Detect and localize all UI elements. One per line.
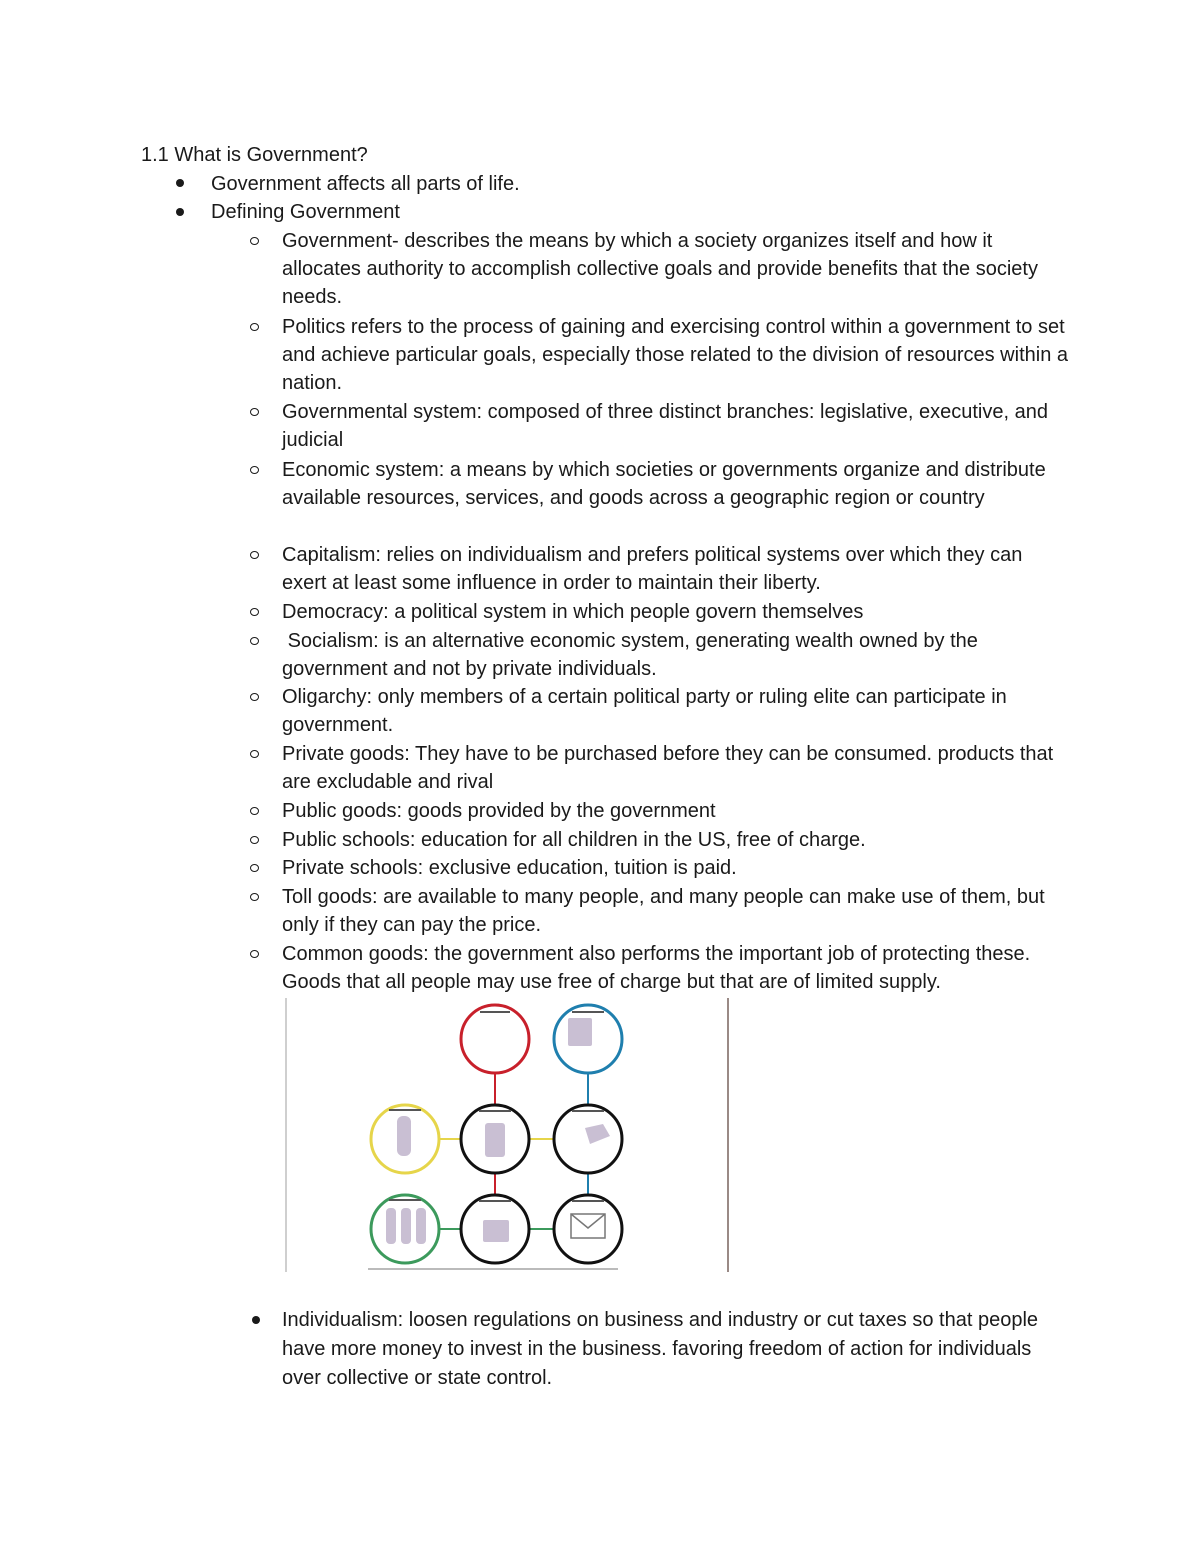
list-item: Private schools: exclusive education, tuition is paid. [282,857,737,879]
bullet-ring [250,836,259,844]
bullet-ring [250,807,259,815]
list-item: Individualism: loosen regulations on business and industry or cut taxes so that people have more money to invest in the business. favoring freedom of action for individuals over collective or state control. [282,1309,1039,1389]
bullet-ring [250,693,259,701]
list-item: Socialism: is an alternative economic system, generating wealth owned by the government and not by private individuals. [282,630,984,680]
diagram-circle-common-goods [554,1105,622,1173]
list-item: Government affects all parts of life. [211,173,520,195]
diagram-circle-excludable [461,1005,529,1073]
bullet-dot [252,1316,260,1324]
list-item: Capitalism: relies on individualism and prefers political systems over which they can exert at least some influence in order to maintain their liberty. [282,544,1023,594]
goods-diagram-image [285,998,731,1272]
list-item: Public goods: goods provided by the government [282,800,716,822]
bullet-ring [250,637,259,645]
list-item: Economic system: a means by which societies or governments organize and distribute available resources, services, and goods across a geographic region or country [282,459,1046,509]
bullet-dot [176,208,184,216]
bullet-ring [250,893,259,901]
bullet-ring [250,323,259,331]
list-item: Common goods: the government also performs the important job of protecting these. Goods that all people may use free of charge but that are of limited supply. [282,943,1031,993]
list-item: Governmental system: composed of three distinct branches: legislative, executive, and judicial [282,401,1048,451]
bullet-ring [250,551,259,559]
list-item: Democracy: a political system in which people govern themselves [282,601,864,623]
bullet-ring [250,864,259,872]
bullet-ring [250,408,259,416]
list-item: Private goods: They have to be purchased before they can be consumed. products that are excludable and rival [282,743,1054,793]
bullet-dot [176,179,184,187]
list-item: Oligarchy: only members of a certain political party or ruling elite can participate in government. [282,686,1007,736]
list-item: Toll goods: are available to many people, and many people can make use of them, but only if they can pay the price. [282,886,1045,936]
list-item: Government- describes the means by which a society organizes itself and how it allocates authority to accomplish collective goals and provide benefits that the society needs. [282,230,1038,308]
bullet-ring [250,466,259,474]
goods-diagram [285,998,731,1272]
bullet-ring [250,950,259,958]
list-item: Public schools: education for all children in the US, free of charge. [282,829,866,851]
bullet-ring [250,608,259,616]
diagram-circle-public-goods [554,1195,622,1263]
bullet-ring [250,237,259,245]
list-item: Defining Government [211,201,400,223]
list-item: Politics refers to the process of gaining and exercising control within a government to set and achieve particular goals, especially those related to the division of resources within a nation. [282,316,1068,394]
section-heading: 1.1 What is Government? [141,144,368,166]
bullet-ring [250,750,259,758]
